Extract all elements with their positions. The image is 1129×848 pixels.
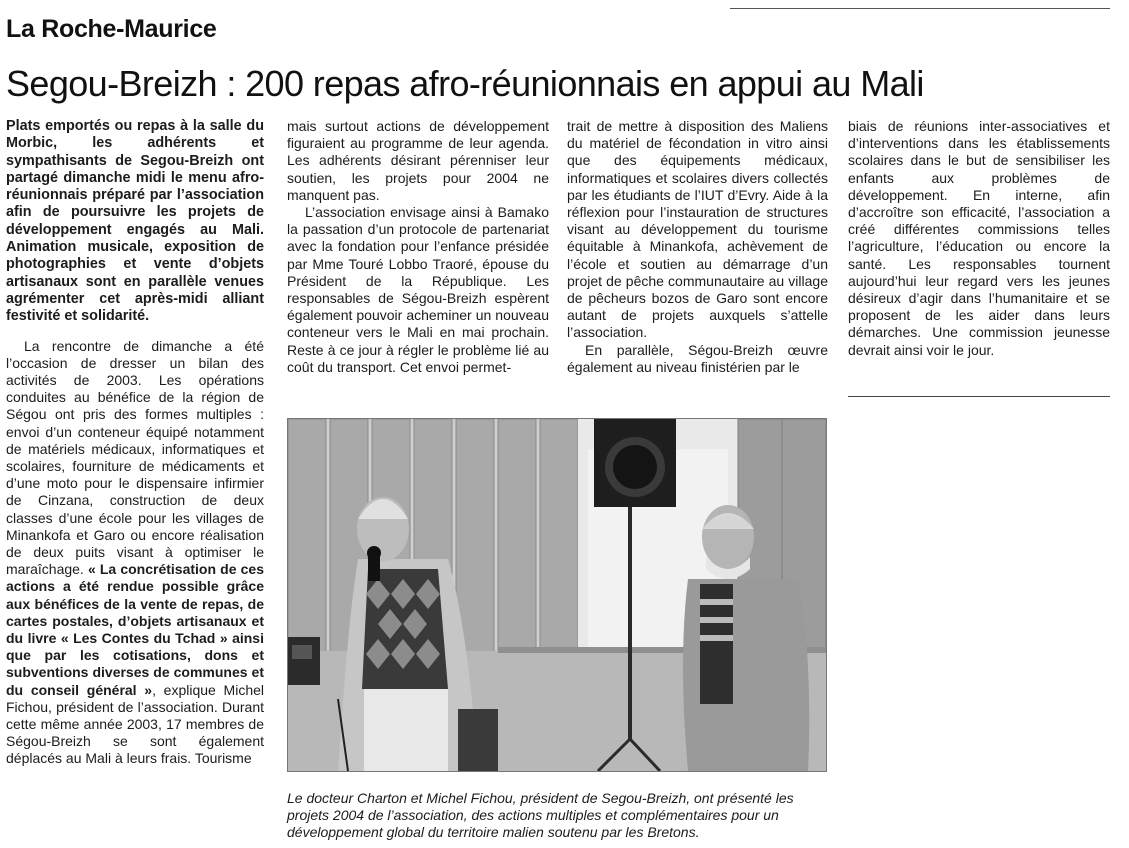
column-4 bbox=[848, 118, 1110, 359]
headline: Segou-Breizh : 200 repas afro-réunionnais en appui au Mali bbox=[6, 63, 924, 104]
col2-paragraph-2: L’association envisage ainsi à Bamako la passation d’un protocole de partenariat avec la fondation pour l’enfance présidée par Mme Touré Lobbo Traoré, épouse du Président de la République. Les responsables de Ségou-Breizh espèrent également pouvoir acheminer un nouveau conteneur vers le Mali en mai prochain. Reste à ce jour à régler le problème lié au coût du transport. Cet envoi permet- bbox=[287, 204, 549, 375]
article-photo bbox=[287, 418, 827, 772]
col1-text: La rencontre de dimanche a été l’occasion de dresser un bilan des activités de 2003. Les opérations conduites au bénéfice de la région de Ségou ont pris des formes multiples : envoi d’un conteneur équipé notamment de matériels médicaux, informatiques et scolaires, fourniture de médicaments et d’une moto pour le dispensaire infirmier de Cinzana, construction de deux classes d’une école pour les villages de Minankofa et Garo ou encore réalisation de deux puits visant à optimiser le maraîchage. bbox=[6, 337, 264, 578]
column-1 bbox=[6, 118, 264, 768]
col4-paragraph-1: biais de réunions inter-associatives et d’interventions dans les établissements scolaires dans le but de sensibiliser les enfants aux problèmes de développement. En interne, afin d’accroître son efficacité, l’association a créé différentes commissions telles l’agriculture, l’éducation ou encore la santé. Les responsables tournent aujourd’hui leur regard vers les jeunes désireux d’agir dans l’humanitaire et se proposent de les aider dans leurs démarches. Une commission jeunesse devrait ainsi voir le jour. bbox=[848, 118, 1110, 358]
kicker-town: La Roche-Maurice bbox=[6, 15, 217, 43]
col3-paragraph-1: trait de mettre à disposition des Maliens du matériel de fécondation in vitro ainsi que des équipements médicaux, informatiques et scolaires divers collectés par les étudiants de l’IUT d’Evry. Aide à la réflexion pour l’instauration de structures visant au développement du tourisme équitable à Minankofa, achèvement de l’école et soutien au démarrage d’un projet de pêche communautaire au village de pêcheurs bozos de Garo sont encore autant de projets auxquels s’attelle l’association. bbox=[567, 118, 828, 341]
col1-quote: « La concrétisation de ces actions a été rendue possible grâce aux bénéfices de la vente de repas, de cartes postales, d’objets artisanaux et du livre « Les Contes du Tchad » ainsi que par les cotisations, dons et subventions diverses de communes et du conseil général » bbox=[6, 561, 264, 698]
col1-paragraph bbox=[6, 338, 264, 768]
column-3 bbox=[567, 118, 828, 376]
column-2 bbox=[287, 118, 549, 376]
photo-caption: Le docteur Charton et Michel Fichou, président de Segou-Breizh, ont présenté les projets 2004 de l’association, des actions multiples et complémentaires pour un développement global du territoire malien soutenu par les Bretons. bbox=[287, 790, 794, 840]
col3-paragraph-2: En parallèle, Ségou-Breizh œuvre également au niveau finistérien par le bbox=[567, 341, 828, 375]
top-rule bbox=[730, 8, 1110, 9]
photo-illustration bbox=[288, 419, 826, 771]
chapo-lead: Plats emportés ou repas à la salle du Morbic, les adhérents et sympathisants de Segou-Breizh ont partagé dimanche midi le menu afro-réunionnais préparé par l’association afin de poursuivre les projets de développement engagés au Mali. Animation musicale, exposition de photographies et vente d’objets artisanaux sont en parallèle venues agrémenter cet après-midi alliant festivité et solidarité. bbox=[6, 118, 264, 325]
col2-paragraph-1: mais surtout actions de développement figuraient au programme de leur agenda. Les adhérents désirant pérenniser leur soutien, les projets pour 2004 ne manquent pas. bbox=[287, 118, 549, 203]
article-end-rule bbox=[848, 396, 1110, 397]
col1-text-end: , explique Michel Fichou, président de l’association. Durant cette même année 2003, 17 membres de Ségou-Breizh se sont également déplacés au Mali à leurs frais. Tourisme bbox=[6, 681, 264, 767]
